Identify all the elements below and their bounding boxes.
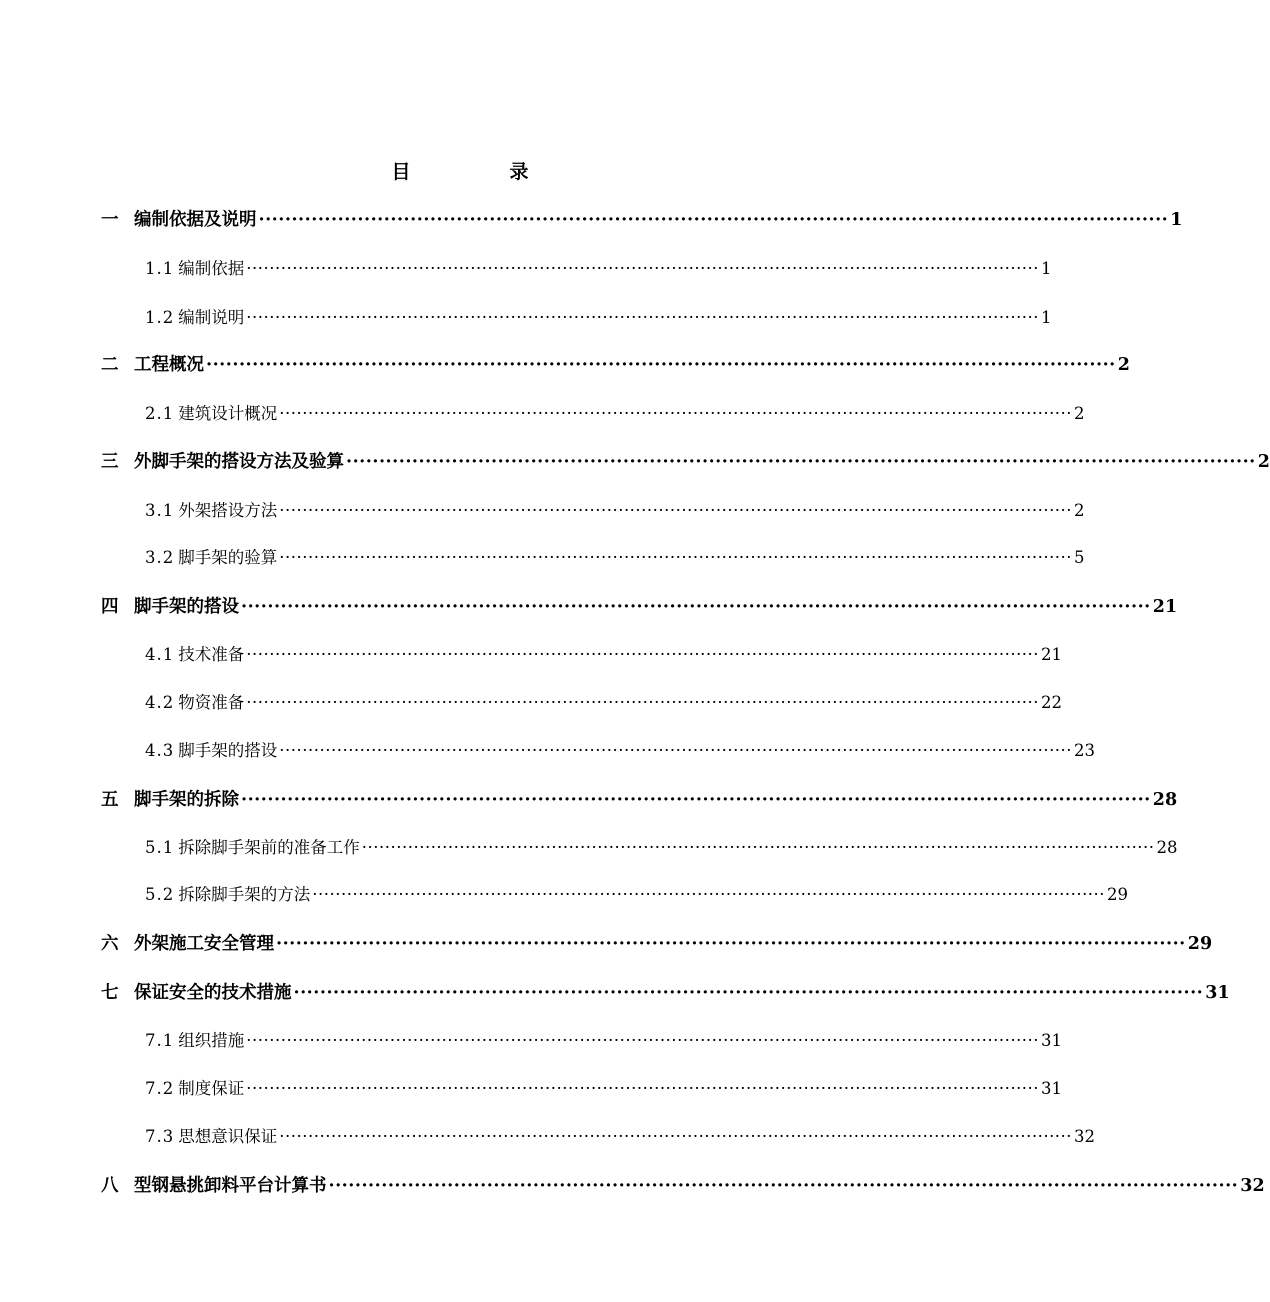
toc-entry-title: 型钢悬挑卸料平台计算书	[134, 1176, 327, 1196]
toc-entry-title: 思想意识保证	[178, 1127, 278, 1146]
toc-entry-number: 3.1	[145, 501, 175, 520]
toc-entry-title: 制度保证	[178, 1079, 245, 1098]
toc-page-number: 1	[1041, 308, 1052, 327]
toc-entry-title: 编制依据	[178, 259, 245, 278]
toc-dot-leader: ··········································································································································	[279, 741, 1073, 760]
toc-entry-4-2[interactable]	[145, 690, 1063, 716]
toc-dot-leader: ··········································································································································	[206, 355, 1116, 375]
toc-page-number: 23	[1074, 741, 1096, 760]
toc-entry-section-1[interactable]	[101, 207, 1183, 233]
toc-entry-number: 2.1	[145, 404, 175, 423]
toc-entry-title: 技术准备	[178, 645, 245, 664]
toc-entry-section-8[interactable]	[101, 1173, 1265, 1199]
toc-page-number: 32	[1074, 1127, 1096, 1146]
toc-page-number: 28	[1156, 838, 1178, 857]
toc-page-number: 29	[1107, 885, 1129, 904]
toc-entry-number: 六	[101, 934, 119, 954]
toc-dot-leader: ··········································································································································	[279, 501, 1073, 520]
toc-entry-number: 7.2	[145, 1079, 175, 1098]
toc-page-number: 1	[1170, 210, 1183, 230]
toc-entry-title: 外架施工安全管理	[134, 934, 274, 954]
toc-entry-1-1[interactable]	[145, 256, 1052, 282]
toc-entry-5-2[interactable]	[145, 882, 1129, 908]
toc-entry-title: 保证安全的技术措施	[134, 983, 292, 1003]
toc-dot-leader: ··········································································································································	[312, 885, 1106, 904]
toc-entry-number: 1.1	[145, 259, 175, 278]
toc-page-number: 2	[1257, 452, 1270, 472]
toc-dot-leader: ··········································································································································	[279, 1127, 1073, 1146]
toc-dot-leader: ··········································································································································	[361, 838, 1155, 857]
toc-entry-number: 5.2	[145, 885, 175, 904]
toc-entry-number: 5.1	[145, 838, 175, 857]
toc-entry-title: 外脚手架的搭设方法及验算	[134, 452, 344, 472]
toc-entry-number: 三	[101, 452, 119, 472]
toc-entry-number: 五	[101, 790, 119, 810]
toc-entry-number: 3.2	[145, 548, 175, 567]
toc-page-number: 22	[1041, 693, 1063, 712]
toc-dot-leader: ··········································································································································	[246, 259, 1040, 278]
toc-dot-leader: ··········································································································································	[241, 597, 1151, 617]
toc-entry-section-6[interactable]	[101, 931, 1213, 957]
toc-page-number: 1	[1041, 259, 1052, 278]
toc-entry-number: 1.2	[145, 308, 175, 327]
toc-entry-title: 拆除脚手架的方法	[178, 885, 311, 904]
toc-entry-7-3[interactable]	[145, 1124, 1096, 1150]
toc-dot-leader: ··········································································································································	[246, 693, 1040, 712]
toc-entry-section-7[interactable]	[101, 980, 1230, 1006]
toc-page-number: 32	[1240, 1176, 1265, 1196]
toc-entry-4-3[interactable]	[145, 738, 1096, 764]
toc-entry-3-1[interactable]	[145, 498, 1085, 524]
toc-entry-3-2[interactable]	[145, 545, 1085, 571]
toc-entry-number: 4.2	[145, 693, 175, 712]
toc-entry-title: 拆除脚手架前的准备工作	[178, 838, 360, 857]
toc-entry-title: 脚手架的搭设	[178, 741, 278, 760]
toc-dot-leader: ··········································································································································	[246, 308, 1040, 327]
toc-entry-title: 工程概况	[134, 355, 204, 375]
toc-page-number: 21	[1041, 645, 1063, 664]
toc-entry-title: 脚手架的搭设	[134, 597, 239, 617]
toc-entry-title: 外架搭设方法	[178, 501, 278, 520]
toc-entry-title: 编制依据及说明	[134, 210, 257, 230]
toc-dot-leader: ··········································································································································	[246, 1031, 1040, 1050]
toc-entry-2-1[interactable]	[145, 401, 1085, 427]
toc-page-number: 28	[1152, 790, 1178, 810]
toc-entry-title: 物资准备	[178, 693, 245, 712]
toc-page-number: 5	[1074, 548, 1085, 567]
toc-page-number: 2	[1074, 404, 1085, 423]
toc-entry-number: 一	[101, 210, 119, 230]
toc-entry-7-2[interactable]	[145, 1076, 1063, 1102]
toc-entry-number: 7.1	[145, 1031, 175, 1050]
toc-entry-section-3[interactable]	[101, 449, 1270, 475]
toc-dot-leader: ··········································································································································	[279, 404, 1073, 423]
toc-page-number: 31	[1041, 1079, 1063, 1098]
toc-entry-title: 组织措施	[178, 1031, 245, 1050]
toc-page-number: 2	[1117, 355, 1130, 375]
toc-entry-number: 七	[101, 983, 119, 1003]
toc-dot-leader: ··········································································································································	[276, 934, 1186, 954]
toc-entry-title: 脚手架的拆除	[134, 790, 239, 810]
toc-dot-leader: ··········································································································································	[258, 210, 1169, 230]
toc-page-number: 2	[1074, 501, 1085, 520]
toc-dot-leader: ··········································································································································	[293, 983, 1204, 1003]
toc-entry-title: 建筑设计概况	[178, 404, 278, 423]
toc-dot-leader: ··········································································································································	[346, 452, 1256, 472]
toc-entry-section-5[interactable]	[101, 787, 1178, 813]
toc-entry-number: 4.1	[145, 645, 175, 664]
toc-entry-number: 二	[101, 355, 119, 375]
toc-page-number: 29	[1187, 934, 1213, 954]
toc-entry-5-1[interactable]	[145, 835, 1178, 861]
toc-entry-1-2[interactable]	[145, 305, 1052, 331]
toc-entry-7-1[interactable]	[145, 1028, 1063, 1054]
toc-entry-title: 编制说明	[178, 308, 245, 327]
toc-page-number: 31	[1041, 1031, 1063, 1050]
toc-entry-number: 四	[101, 597, 119, 617]
toc-page-number: 21	[1152, 597, 1178, 617]
toc-entry-section-4[interactable]	[101, 594, 1178, 620]
toc-dot-leader: ··········································································································································	[241, 790, 1151, 810]
toc-entry-4-1[interactable]	[145, 642, 1063, 668]
toc-dot-leader: ··········································································································································	[279, 548, 1073, 567]
toc-entry-number: 八	[101, 1176, 119, 1196]
toc-entry-number: 4.3	[145, 741, 175, 760]
toc-entry-section-2[interactable]	[101, 352, 1130, 378]
toc-dot-leader: ··········································································································································	[246, 645, 1040, 664]
page-title: 目 录	[391, 161, 569, 183]
toc-page-number: 31	[1205, 983, 1230, 1003]
toc-entry-number: 7.3	[145, 1127, 175, 1146]
toc-dot-leader: ··········································································································································	[328, 1176, 1239, 1196]
toc-entry-title: 脚手架的验算	[178, 548, 278, 567]
toc-dot-leader: ··········································································································································	[246, 1079, 1040, 1098]
